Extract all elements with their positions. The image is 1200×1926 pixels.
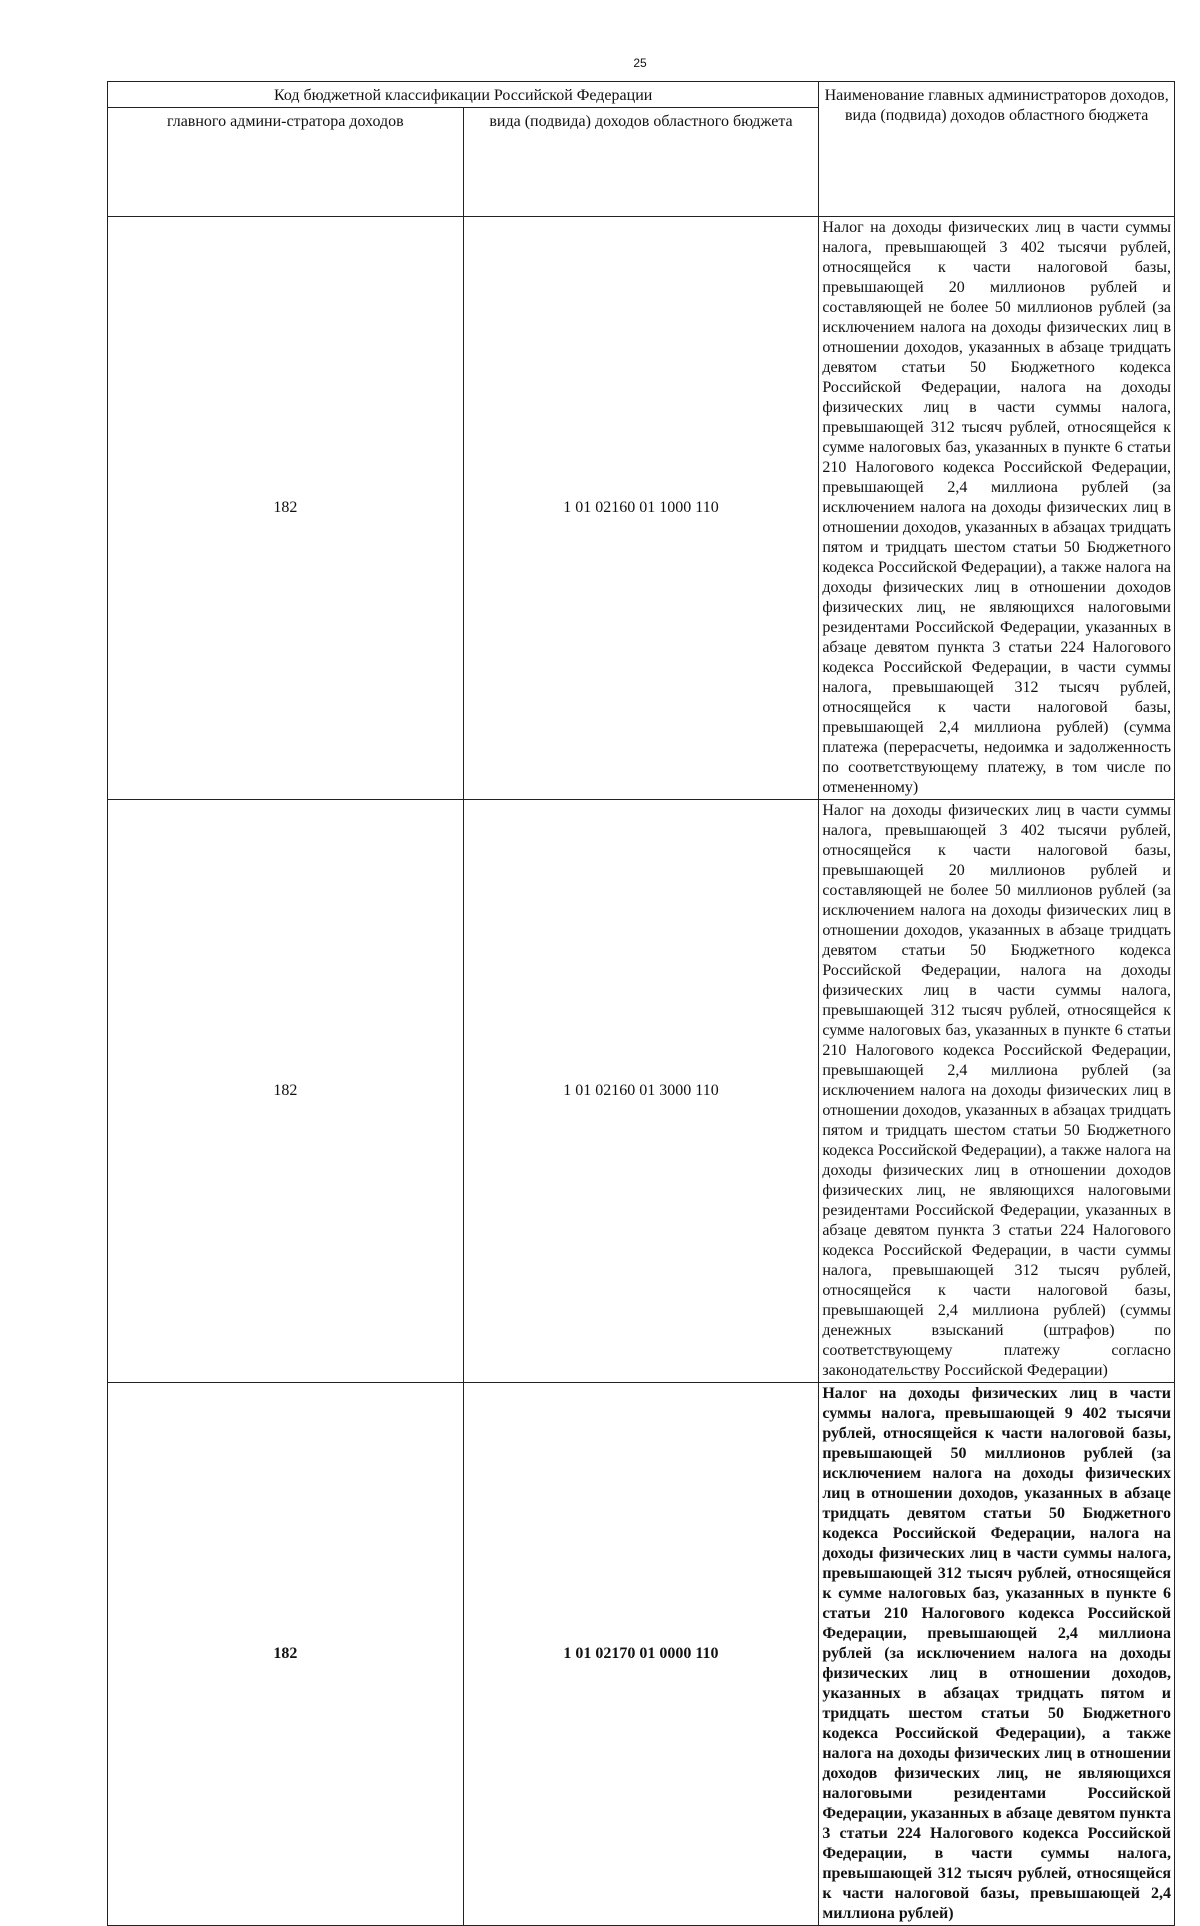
table-header-row [108,82,1175,108]
table-row [108,1383,1175,1926]
page-number: 25 [633,56,647,70]
admin-code-cell: 182 [108,800,464,1383]
revenue-code-cell: 1 01 02170 01 0000 110 [463,1383,819,1926]
code-group-header: Код бюджетной классификации Российской Федерации [108,82,819,108]
revenue-name-cell: Налог на доходы физических лиц в части суммы налога, превышающей 3 402 тысячи рублей, относящейся к части налоговой базы, превышающей 20 миллионов рублей и составляющей не более 50 миллионов рублей (за исключением налога на доходы физических лиц в отношении доходов, указанных в абзаце тридцать девятом статьи 50 Бюджетного кодекса Российской Федерации, налога на доходы физических лиц в части суммы налога, превышающей 312 тысяч рублей, относящейся к сумме налоговых баз, указанных в пункте 6 статьи 210 Налогового кодекса Российской Федерации, превышающей 2,4 миллиона рублей (за исключением налога на доходы физических лиц в отношении доходов, указанных в абзацах тридцать пятом и тридцать шестом статьи 50 Бюджетного кодекса Российской Федерации), а также налога на доходы физических лиц в отношении доходов физических лиц, не являющихся налоговыми резидентами Российской Федерации, указанных в абзаце девятом пункта 3 статьи 224 Налогового кодекса Российской Федерации, в части суммы налога, превышающей 312 тысяч рублей, относящейся к части налоговой базы, превышающей 2,4 миллиона рублей) (суммы денежных взысканий (штрафов) по соответствующему платежу согласно законодательству Российской Федерации) [819,800,1175,1383]
name-column-header: Наименование главных администраторов доходов, вида (подвида) доходов областного бюджета [819,82,1175,217]
admin-code-cell: 182 [108,1383,464,1926]
revenue-code-cell: 1 01 02160 01 3000 110 [463,800,819,1383]
table-row [108,217,1175,800]
budget-classification-table [107,81,1175,1926]
table-row [108,800,1175,1383]
revenue-name-cell: Налог на доходы физических лиц в части суммы налога, превышающей 9 402 тысячи рублей, относящейся к части налоговой базы, превышающей 50 миллионов рублей (за исключением налога на доходы физических лиц в отношении доходов, указанных в абзаце тридцать девятом статьи 50 Бюджетного кодекса Российской Федерации, налога на доходы физических лиц в части суммы налога, превышающей 312 тысяч рублей, относящейся к сумме налоговых баз, указанных в пункте 6 статьи 210 Налогового кодекса Российской Федерации, превышающей 2,4 миллиона рублей (за исключением налога на доходы физических лиц в отношении доходов, указанных в абзацах тридцать пятом и тридцать шестом статьи 50 Бюджетного кодекса Российской Федерации), а также налога на доходы физических лиц в отношении доходов физических лиц, не являющихся налоговыми резидентами Российской Федерации, указанных в абзаце девятом пункта 3 статьи 224 Налогового кодекса Российской Федерации, в части суммы налога, превышающей 312 тысяч рублей, относящейся к части налоговой базы, превышающей 2,4 миллиона рублей) [819,1383,1175,1926]
admin-code-cell: 182 [108,217,464,800]
revenue-code-cell: 1 01 02160 01 1000 110 [463,217,819,800]
revenue-code-header: вида (подвида) доходов областного бюджета [463,108,819,217]
revenue-name-cell: Налог на доходы физических лиц в части суммы налога, превышающей 3 402 тысячи рублей, относящейся к части налоговой базы, превышающей 20 миллионов рублей и составляющей не более 50 миллионов рублей (за исключением налога на доходы физических лиц в отношении доходов, указанных в абзаце тридцать девятом статьи 50 Бюджетного кодекса Российской Федерации, налога на доходы физических лиц в части суммы налога, превышающей 312 тысяч рублей, относящейся к сумме налоговых баз, указанных в пункте 6 статьи 210 Налогового кодекса Российской Федерации, превышающей 2,4 миллиона рублей (за исключением налога на доходы физических лиц в отношении доходов, указанных в абзацах тридцать пятом и тридцать шестом статьи 50 Бюджетного кодекса Российской Федерации), а также налога на доходы физических лиц в отношении доходов физических лиц, не являющихся налоговыми резидентами Российской Федерации, указанных в абзаце девятом пункта 3 статьи 224 Налогового кодекса Российской Федерации, в части суммы налога, превышающей 312 тысяч рублей, относящейся к части налоговой базы, превышающей 2,4 миллиона рублей) (сумма платежа (перерасчеты, недоимка и задолженность по соответствующему платежу, в том числе по отмененному) [819,217,1175,800]
admin-code-header: главного админи-стратора доходов [108,108,464,217]
